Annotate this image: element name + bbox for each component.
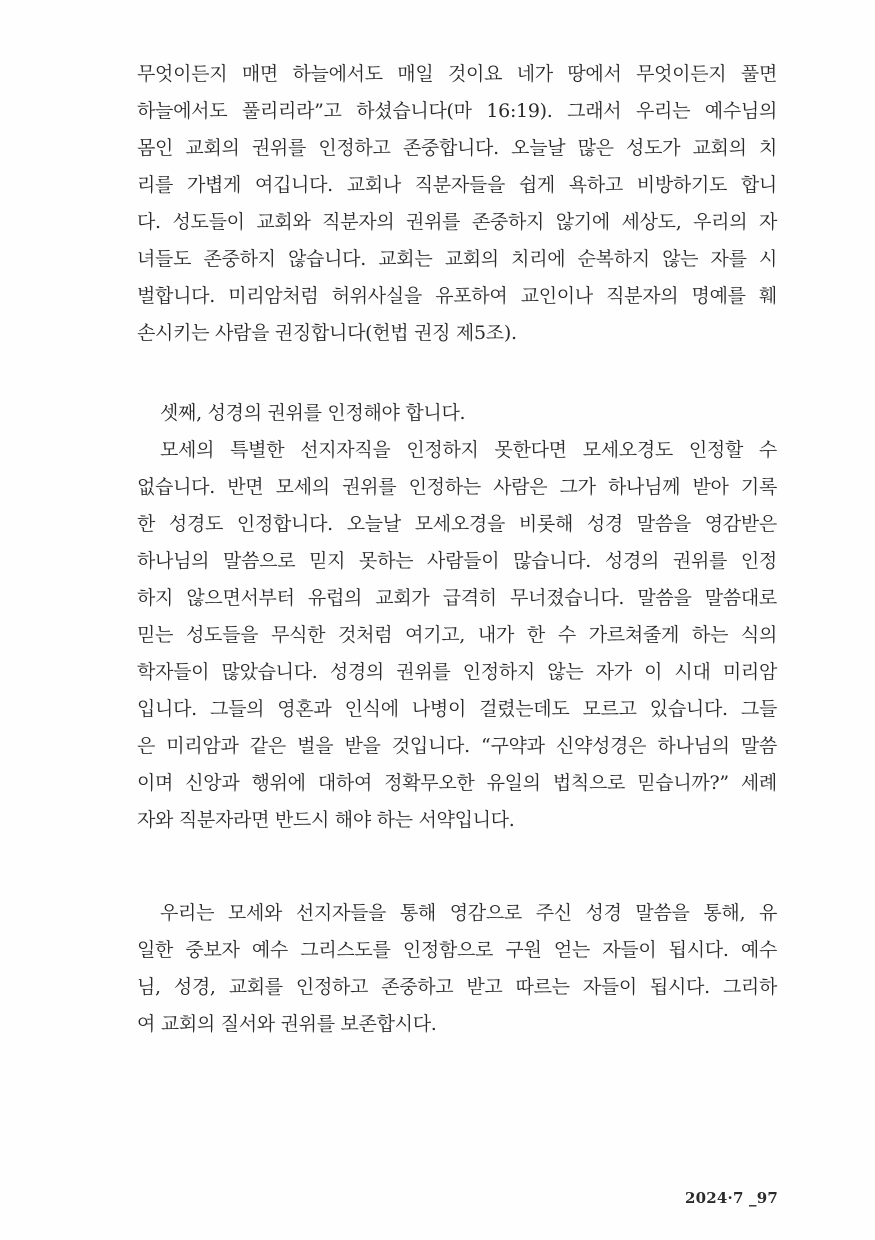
paragraph-2-line: 자와 직분자라면 반드시 해야 하는 서약입니다.	[137, 809, 515, 831]
paragraph-1-line: 녀들도 존중하지 않습니다. 교회는 교회의 치리에 순복하지 않는 자를 시	[137, 248, 777, 270]
section-heading: 셋째, 성경의 권위를 인정해야 합니다.	[160, 402, 466, 424]
paragraph-1-line: 벌합니다. 미리암처럼 허위사실을 유포하여 교인이나 직분자의 명예를 훼	[137, 285, 777, 307]
paragraph-2-line: 믿는 성도들을 무식한 것처럼 여기고, 내가 한 수 가르쳐줄게 하는 식의	[137, 624, 777, 646]
paragraph-1-line: 하늘에서도 풀리리라”고 하셨습니다(마 16:19). 그래서 우리는 예수님의	[137, 100, 777, 122]
paragraph-2-line: 하지 않으면서부터 유럽의 교회가 급격히 무너졌습니다. 말씀을 말씀대로	[137, 587, 777, 609]
paragraph-1-line: 리를 가볍게 여깁니다. 교회나 직분자들을 쉽게 욕하고 비방하기도 합니	[137, 174, 777, 196]
paragraph-3-line: 님, 성경, 교회를 인정하고 존중하고 받고 따르는 자들이 됩시다. 그리하	[137, 976, 777, 998]
paragraph-1-line: 다. 성도들이 교회와 직분자의 권위를 존중하지 않기에 세상도, 우리의 자	[137, 211, 777, 233]
paragraph-3-line: 여 교회의 질서와 권위를 보존합시다.	[137, 1013, 437, 1035]
paragraph-1-line: 손시키는 사람을 권징합니다(헌법 권징 제5조).	[137, 322, 517, 344]
paragraph-2-line: 한 성경도 인정합니다. 오늘날 모세오경을 비롯해 성경 말씀을 영감받은	[137, 513, 777, 535]
page-footer: 2024·7 _97	[684, 1189, 778, 1207]
paragraph-1-line: 몸인 교회의 권위를 인정하고 존중합니다. 오늘날 많은 성도가 교회의 치	[137, 137, 777, 159]
paragraph-2-line: 없습니다. 반면 모세의 권위를 인정하는 사람은 그가 하나님께 받아 기록	[137, 476, 777, 498]
paragraph-2-line: 하나님의 말씀으로 믿지 못하는 사람들이 많습니다. 성경의 권위를 인정	[137, 550, 777, 572]
paragraph-2-line: 모세의 특별한 선지자직을 인정하지 못한다면 모세오경도 인정할 수	[160, 439, 777, 461]
paragraph-3-line: 일한 중보자 예수 그리스도를 인정함으로 구원 얻는 자들이 됩시다. 예수	[137, 939, 777, 961]
paragraph-2-line: 은 미리암과 같은 벌을 받을 것입니다. “구약과 신약성경은 하나님의 말씀	[137, 735, 777, 757]
paragraph-3-line: 우리는 모세와 선지자들을 통해 영감으로 주신 성경 말씀을 통해, 유	[160, 902, 777, 924]
paragraph-1-line: 무엇이든지 매면 하늘에서도 매일 것이요 네가 땅에서 무엇이든지 풀면	[137, 63, 777, 85]
paragraph-2-line: 이며 신앙과 행위에 대하여 정확무오한 유일의 법칙으로 믿습니까?” 세례	[137, 772, 777, 794]
paragraph-2-line: 학자들이 많았습니다. 성경의 권위를 인정하지 않는 자가 이 시대 미리암	[137, 661, 777, 683]
paragraph-2-line: 입니다. 그들의 영혼과 인식에 나병이 걸렸는데도 모르고 있습니다. 그들	[137, 698, 777, 720]
